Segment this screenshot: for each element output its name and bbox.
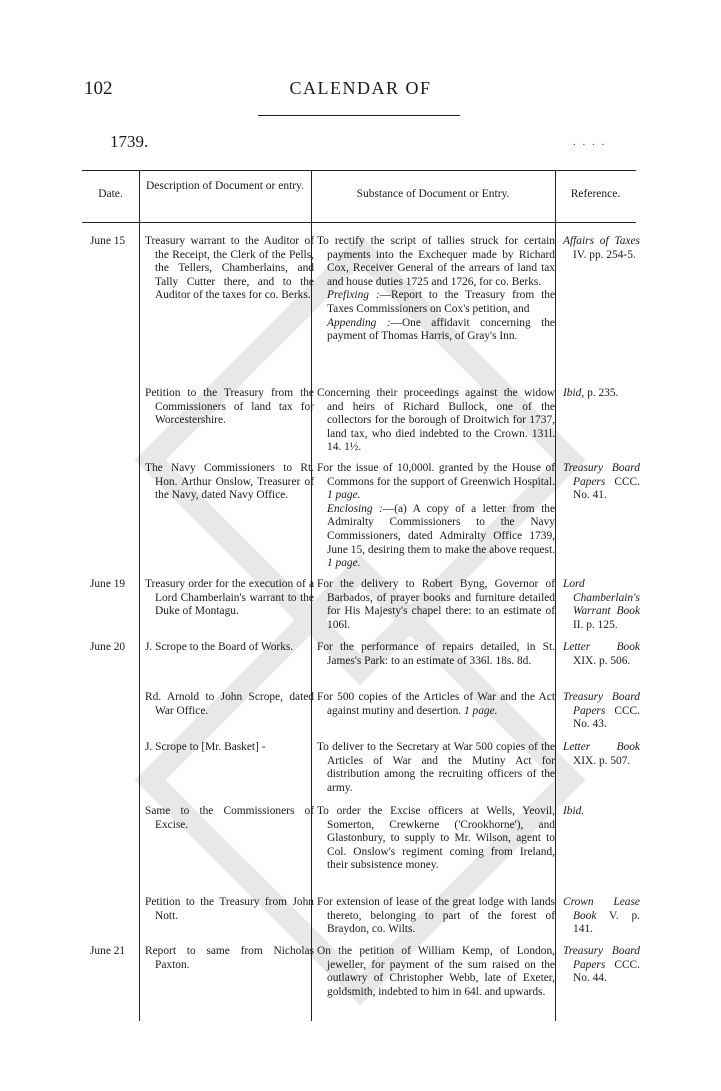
entry-reference <box>563 578 640 632</box>
substance-text: For the issue of 10,000l. granted by the House of Commons for the support of Greenwich Hospital. <box>317 462 555 488</box>
entry-description: Treasury warrant to the Auditor of the Receipt, the Clerk of the Pells, the Tellers, Chamberlains, and Tally Cutter there, and to the Auditor of the taxes for co. Berks. <box>145 235 314 302</box>
reference-source: Ibid. <box>563 805 585 817</box>
entry-description: Same to the Commissioners of Excise. <box>145 805 314 831</box>
prefix-label: Prefixing : <box>327 289 380 302</box>
reference-location: CCC. No. 44. <box>573 958 640 985</box>
running-title: CALENDAR OF <box>289 78 432 98</box>
entry-date: June 15 <box>90 235 126 247</box>
reference-source: Treasury Board Papers <box>563 462 640 488</box>
entry-date: June 21 <box>90 945 126 957</box>
year-dots: . . . . <box>573 136 607 148</box>
reference-location: XIX. p. 507. <box>573 754 631 767</box>
entry-reference <box>563 387 640 401</box>
reference-source: Letter Book <box>563 741 640 753</box>
reference-source: Lord Chamberlain's Warrant Book <box>563 578 640 618</box>
prefix-text: —Report to the Treasury from the Taxes Commissioners on Cox's petition, and <box>327 289 555 315</box>
reference-location: CCC. No. 43. <box>573 704 640 731</box>
enclosing-text: —(a) A copy of a letter from the Admiralty Commissioners to the Navy Commissioners, dated Admiralty Office 1739, June 15, desiring them to make the above request. <box>327 502 556 556</box>
page-count: 1 page. <box>327 557 361 570</box>
entry-reference <box>563 462 640 503</box>
entry-description: Petition to the Treasury from the Commissioners of land tax for Worcestershire. <box>145 387 314 427</box>
column-divider <box>139 170 140 1021</box>
enclosing-label: Enclosing : <box>327 502 383 515</box>
reference-source: Treasury Board Papers <box>563 691 640 717</box>
table-top-rule <box>82 170 636 171</box>
entry-substance <box>317 691 555 718</box>
calendar-table <box>82 170 640 1021</box>
substance-text: For 500 copies of the Articles of War and the Act against mutiny and desertion. <box>317 691 555 717</box>
entry-reference <box>563 641 640 668</box>
table-header-rule <box>82 222 636 223</box>
reference-source: Treasury Board Papers <box>563 945 640 971</box>
reference-location: p. 235. <box>587 387 619 399</box>
page-count: 1 page. <box>464 704 498 717</box>
reference-location: XIX. p. 506. <box>573 654 631 667</box>
entry-substance <box>317 462 555 571</box>
entry-reference <box>563 235 640 262</box>
entry-reference <box>563 741 640 768</box>
reference-location: CCC. No. 41. <box>573 475 640 502</box>
entry-description: Rd. Arnold to John Scrope, dated War Office. <box>145 691 314 717</box>
entry-description: J. Scrope to the Board of Works. <box>145 641 294 653</box>
reference-source: Ibid, <box>563 387 585 399</box>
column-header-reference: Reference. <box>570 188 621 200</box>
header-rule <box>258 115 460 116</box>
entry-description: The Navy Commissioners to Rt. Hon. Arthur Onslow, Treasurer of the Navy, dated Navy Office. <box>145 462 314 502</box>
entry-substance: Concerning their proceedings against the widow and heirs of Richard Bullock, one of the collectors for the borough of Droitwich for 1737, land tax, who died indebted to the Crown. 131l. 14. 1½. <box>317 387 555 454</box>
page-number: 102 <box>84 78 113 99</box>
entry-substance <box>317 235 555 344</box>
entry-substance: To deliver to the Secretary at War 500 copies of the Articles of War and the Mutiny Act for distribution among the recruiting officers of the army. <box>317 741 555 794</box>
column-header-date: Date. <box>98 188 123 200</box>
entry-description: J. Scrope to [Mr. Basket] - <box>145 741 266 753</box>
entry-description: Petition to the Treasury from John Nott. <box>145 896 314 922</box>
reference-source: Letter Book <box>563 641 640 653</box>
entry-substance: For the performance of repairs detailed, in St. James's Park: to an estimate of 336l. 18s. 8d. <box>317 641 555 667</box>
entry-date: June 20 <box>90 641 126 653</box>
entry-substance: For extension of lease of the great lodge with lands thereto, belonging to part of the forest of Braydon, co. Wilts. <box>317 896 555 936</box>
substance-text: To rectify the script of tallies struck for certain payments into the Exchequer made by Richard Cox, Receiver General of the arrears of land tax and house duties 1725 and 1726, for co. Berks. <box>317 235 555 288</box>
append-text: —One affidavit concerning the payment of Thomas Harris, of Gray's Inn. <box>327 316 555 343</box>
entry-reference <box>563 691 640 732</box>
entry-substance: To order the Excise officers at Wells, Yeovil, Somerton, Crewkerne ('Crookhorne'), and Glastonbury, to supply to Mr. Wilson, agent to Col. Onslow's regiment coming from Ireland, their subsistence money. <box>317 805 555 872</box>
entry-reference <box>563 945 640 986</box>
page-count: 1 page. <box>327 489 361 502</box>
year-heading: 1739. <box>110 132 149 151</box>
append-label: Appending : <box>327 316 391 329</box>
reference-location: V. p. 141. <box>573 909 640 936</box>
column-divider <box>555 170 556 1021</box>
entry-substance: For the delivery to Robert Byng, Governor of Barbados, of prayer books and furniture detailed for His Majesty's chapel there: to an estimate of 106l. <box>317 578 555 631</box>
column-header-description: Description of Document or entry. <box>146 180 304 192</box>
entry-reference <box>563 896 640 937</box>
column-header-substance: Substance of Document or Entry. <box>356 188 510 200</box>
reference-source: Crown Lease Book <box>563 896 640 922</box>
reference-location: II. p. 125. <box>573 618 618 631</box>
entry-description: Report to same from Nicholas Paxton. <box>145 945 314 971</box>
reference-source: Affairs of Taxes <box>563 235 640 247</box>
entry-substance: On the petition of William Kemp, of London, jeweller, for payment of the sum raised on the outlawry of Christopher Webb, late of Exeter, goldsmith, indebted to him in 64l. and upwards. <box>317 945 555 998</box>
entry-reference <box>563 805 640 819</box>
entry-date: June 19 <box>90 578 126 590</box>
reference-location: IV. pp. 254-5. <box>573 248 636 261</box>
entry-description: Treasury order for the execution of a Lord Chamberlain's warrant to the Duke of Montagu. <box>145 578 314 618</box>
